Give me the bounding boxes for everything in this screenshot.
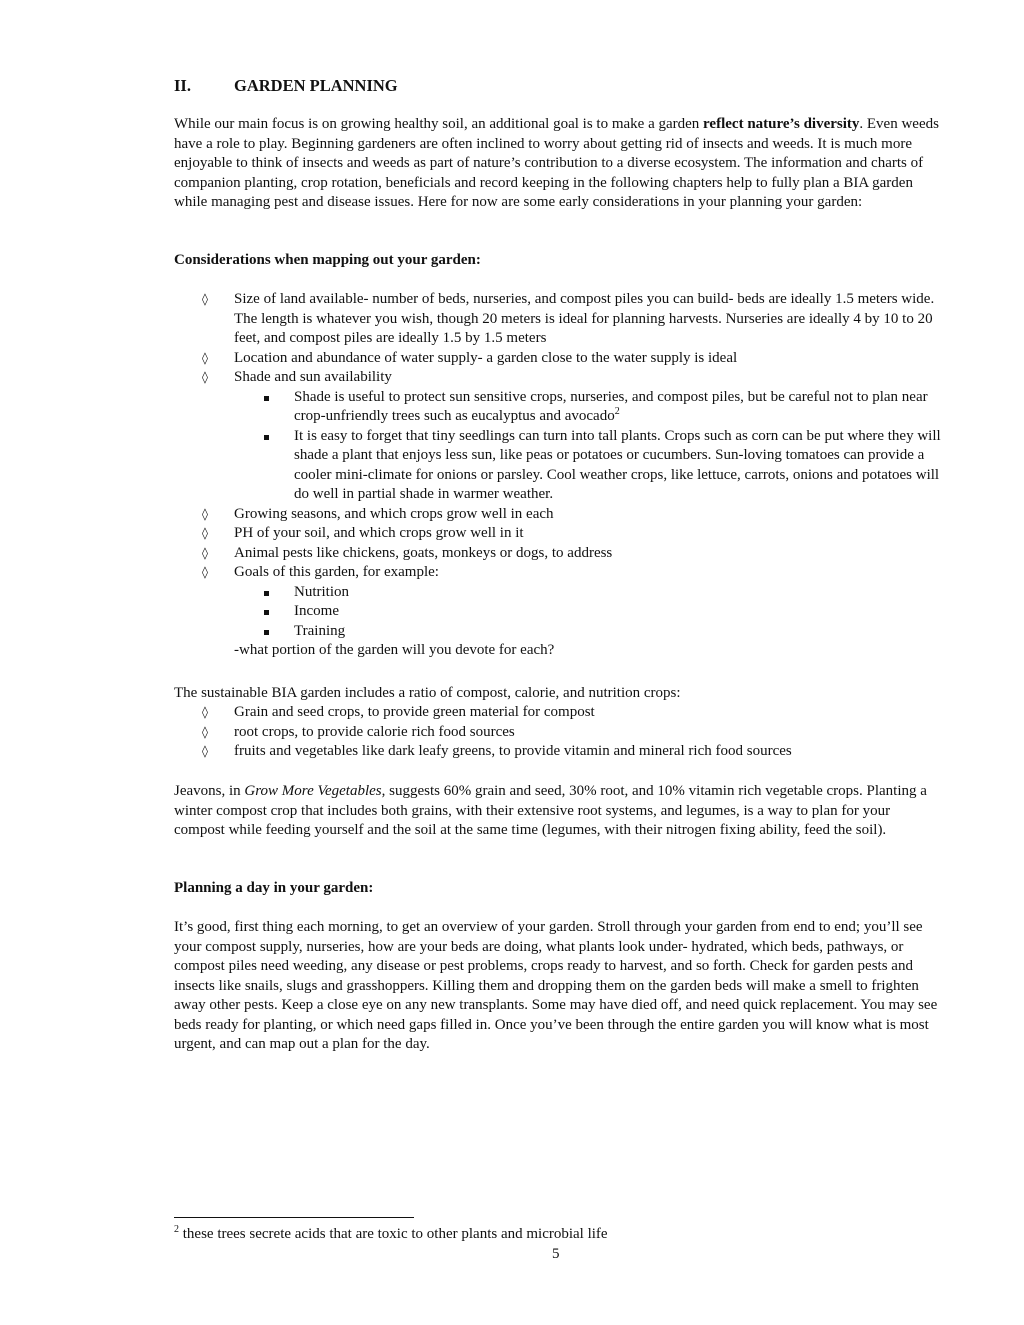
jeavons-text-2: , suggests 60% grain and seed, 30% root, and 10% vitamin rich vegetable crops. Planting a winter compost crop that includes both grains, with their extensive root systems, and legumes, is a way to plan for your compost while feeding yourself and the soil at the same time (legumes, with their nitrogen fixing ability, feed the soil). [174,783,927,838]
ratio-list [174,703,944,762]
jeavons-text-1: Jeavons, in [174,783,245,799]
list-item [174,524,944,544]
diamond-bullet-icon: ◊ [202,545,208,560]
list-item [174,505,944,525]
jeavons-paragraph [174,782,944,841]
sublist-item [234,427,944,505]
page-number: 5 [552,1246,560,1262]
sublist-item [234,602,944,622]
book-title: Grow More Vegetables [244,783,382,799]
item-text: It is easy to forget that tiny seedlings can turn into tall plants. Crops such as corn can be put where they will shade a plant that enjoys less sun, like peas or potatoes or cucumbers. Sun-loving tomatoes can provide a cooler mini-climate for onions or parsley. Cool weather crops, like lettuce, carrots, onions and potatoes will do well in partial shade in warmer weather. [294,427,941,502]
sublist-item [234,388,944,427]
list-item [174,742,944,762]
list-item [174,703,944,723]
diamond-bullet-icon: ◊ [202,292,208,306]
square-bullet-icon [264,435,269,440]
item-text: Income [294,603,339,619]
planning-day-heading: Planning a day in your garden: [174,880,374,896]
item-text: PH of your soil, and which crops grow well in it [234,525,524,541]
square-bullet-icon [264,630,269,635]
item-text: Nutrition [294,583,349,600]
section-heading [174,76,398,96]
intro-bold-phrase: reflect nature’s diversity [703,116,860,132]
item-text: fruits and vegetables like dark leafy greens, to provide vitamin and mineral rich food sources [234,743,792,759]
square-bullet-icon [264,610,269,615]
shade-sublist [234,388,944,505]
diamond-bullet-icon: ◊ [202,565,208,579]
footnote-text: these trees secrete acids that are toxic to other plants and microbial life [179,1226,608,1242]
item-text: Growing seasons, and which crops grow well in each [234,505,554,522]
intro-text-2: . Even weeds have a role to play. Beginning gardeners are often inclined to worry about getting rid of insects and weeds. It is much more enjoyable to think of insects and weeds as part of nature’s contribution to a diverse ecosystem. The information and charts of companion planting, crop rotation, beneficials and record keeping in the following chapters help to fully plan a BIA garden while managing pest and disease issues. Here for now are some early considerations in your planning your garden: [174,116,939,210]
sublist-item [234,583,944,603]
intro-paragraph [174,115,944,213]
goals-sublist [234,583,944,642]
list-item [174,563,944,661]
footnote-number: 2 [174,1224,179,1235]
diamond-bullet-icon: ◊ [202,705,208,719]
considerations-list [174,290,944,661]
diamond-bullet-icon: ◊ [202,506,208,521]
footnote-reference: 2 [614,406,620,417]
sublist-item [234,622,944,642]
ratio-intro: The sustainable BIA garden includes a ratio of compost, calorie, and nutrition crops: [174,685,681,701]
diamond-bullet-icon: ◊ [202,370,208,384]
intro-text-1: While our main focus is on growing healthy soil, an additional goal is to make a garden [174,116,704,132]
item-text: root crops, to provide calorie rich food sources [234,723,515,740]
section-title: GARDEN PLANNING [234,76,398,95]
list-item [174,290,944,349]
list-item [174,544,944,564]
square-bullet-icon [264,396,269,401]
item-text: Size of land available- number of beds, nurseries, and compost piles you can build- beds are ideally 1.5 meters wide. The length is whatever you wish, though 20 meters is ideal for planning harvests. Nurseries are ideally 4 by 10 to 20 feet, and compost piles are ideally 1.5 by 1.5 meters [234,291,935,346]
item-text: Training [294,622,346,639]
diamond-bullet-icon: ◊ [202,526,208,540]
item-text: Animal pests like chickens, goats, monkeys or dogs, to address [234,544,613,561]
item-text: Shade and sun availability [234,369,392,385]
list-item [174,368,944,505]
list-item [174,349,944,369]
item-text: Grain and seed crops, to provide green material for compost [234,704,595,720]
diamond-bullet-icon: ◊ [202,724,208,739]
footnote [174,1226,608,1243]
item-text: Location and abundance of water supply- a garden close to the water supply is ideal [234,349,738,366]
item-text: Goals of this garden, for example: [234,564,439,580]
goals-note: -what portion of the garden will you devote for each? [234,642,555,658]
planning-day-paragraph: It’s good, first thing each morning, to get an overview of your garden. Stroll through your garden from end to end; you’ll see your compost supply, nurseries, how are your beds are doing, what plants look under- hydrated, which beds, pathways, or compost piles need weeding, any disease or pest problems, crops ready to harvest, and so forth. Check for garden pests and insects like snails, slugs and grasshoppers. Killing them and dropping them on the garden beds will make a smell to frighten away other pests. Keep a close eye on any new transplants. Some may have died off, and need quick replacement. You may see beds ready for planting, or which need gaps filled in. Once you’ve been through the entire garden you will know what is most urgent, and can map out a plan for the day. [174,919,938,1052]
footnote-divider [174,1217,414,1218]
diamond-bullet-icon: ◊ [202,744,208,758]
considerations-heading: Considerations when mapping out your garden: [174,252,481,268]
item-text: Shade is useful to protect sun sensitive crops, nurseries, and compost piles, but be careful not to plan near crop-unfriendly trees such as eucalyptus and avocado [294,388,928,424]
list-item [174,723,944,743]
section-number: II. [174,76,191,95]
square-bullet-icon [264,591,269,596]
diamond-bullet-icon: ◊ [202,350,208,365]
